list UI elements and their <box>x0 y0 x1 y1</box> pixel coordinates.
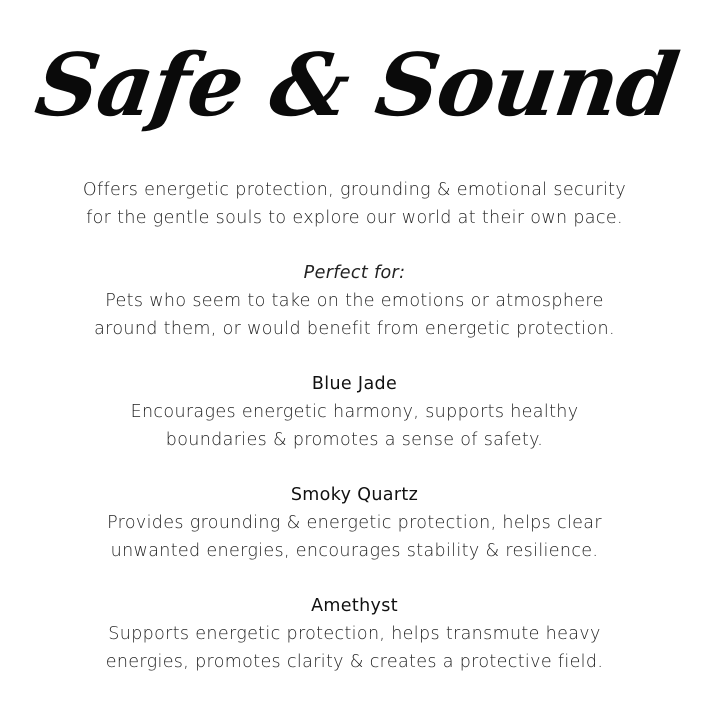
crystal-desc-line-2: unwanted energies, encourages stability & resilience. <box>110 541 599 561</box>
crystal-desc-line-1: Provides grounding & energetic protection, helps clear <box>107 513 602 533</box>
crystal-blue-jade <box>20 370 689 454</box>
crystal-smoky-quartz <box>20 481 689 565</box>
crystal-amethyst <box>20 592 689 676</box>
crystal-name: Amethyst <box>311 596 398 616</box>
crystal-desc-line-2: energies, promotes clarity & creates a protective field. <box>105 652 604 672</box>
crystal-desc-line-1: Encourages energetic harmony, supports healthy <box>130 402 579 422</box>
crystal-desc-line-2: boundaries & promotes a sense of safety. <box>165 430 544 450</box>
page-title <box>0 20 709 160</box>
crystal-name: Blue Jade <box>311 374 398 394</box>
crystal-desc-line-1: Supports energetic protection, helps transmute heavy <box>108 624 601 644</box>
perfect-for-heading: Perfect for: <box>303 263 406 283</box>
title-script <box>0 20 709 160</box>
perfect-for-line-2: around them, or would benefit from energetic protection. <box>94 319 615 339</box>
intro-line-2: for the gentle souls to explore our world at their own pace. <box>86 208 623 228</box>
intro-paragraph <box>20 176 689 232</box>
crystal-name: Smoky Quartz <box>290 485 419 505</box>
description <box>20 176 689 703</box>
perfect-for-section <box>20 259 689 343</box>
perfect-for-line-1: Pets who seem to take on the emotions or atmosphere <box>105 291 604 311</box>
title-text: Safe & Sound <box>29 35 684 136</box>
intro-line-1: Offers energetic protection, grounding & emotional security <box>82 180 627 200</box>
